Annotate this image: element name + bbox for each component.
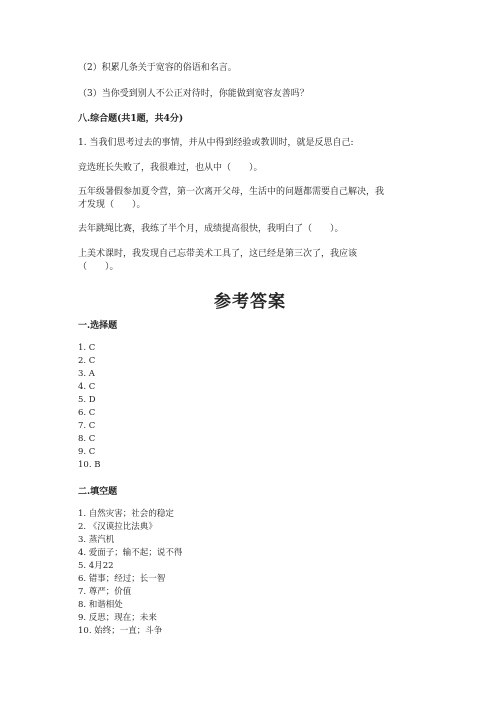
reflection-item-3: 去年跳绳比赛，我练了半个月，成绩提高很快，我明白了（ ）。 bbox=[78, 224, 344, 234]
answer-choice-item: 7. C bbox=[78, 421, 96, 431]
reflection-item-1: 竞选班长失败了，我很难过，也从中（ ）。 bbox=[78, 163, 263, 173]
reflection-item-2-line-1: 五年级暑假参加夏令营，第一次离开父母，生活中的问题都需要自己解决，我 bbox=[78, 187, 385, 197]
reflection-item-2-line-2: 才发现（ ）。 bbox=[78, 200, 146, 210]
answer-fill-item: 9. 反思；现在；未来 bbox=[78, 613, 157, 623]
answer-choice-item: 8. C bbox=[78, 434, 96, 444]
answers-section-2-heading: 二.填空题 bbox=[78, 487, 118, 497]
reflection-item-4-line-2: （ ）。 bbox=[78, 262, 119, 272]
answer-fill-item: 10. 始终；一直；斗争 bbox=[78, 626, 163, 636]
answer-fill-item: 4. 爱面子；输不起；说不得 bbox=[78, 548, 183, 558]
answer-choice-item: 5. D bbox=[78, 395, 96, 405]
answer-fill-item: 3. 蒸汽机 bbox=[78, 535, 115, 545]
question-2-text: （2）积累几条关于宽容的俗语和名言。 bbox=[78, 63, 237, 73]
answer-fill-item: 6. 错事；经过；长一智 bbox=[78, 574, 166, 584]
answer-choice-item: 9. C bbox=[78, 447, 96, 457]
answer-choice-item: 2. C bbox=[78, 356, 96, 366]
answer-choice-item: 3. A bbox=[78, 369, 95, 379]
answer-choice-item: 10. B bbox=[78, 460, 101, 470]
question-3-text: （3）当你受到别人不公正对待时，你能做到宽容友善吗？ bbox=[78, 89, 309, 99]
answer-fill-item: 8. 和谐相处 bbox=[78, 600, 123, 610]
answer-choice-item: 4. C bbox=[78, 382, 96, 392]
answer-fill-item: 1. 自然灾害；社会的稳定 bbox=[78, 509, 174, 519]
reflection-item-4-line-1: 上美术课时，我发现自己忘带美术工具了，这已经是第三次了，我应该 bbox=[78, 249, 358, 259]
answer-choice-item: 6. C bbox=[78, 408, 96, 418]
answer-fill-item: 2. 《汉谟拉比法典》 bbox=[78, 522, 157, 532]
answer-fill-item: 5. 4月22 bbox=[78, 561, 114, 571]
section-8-heading: 八.综合题(共1题，共4分) bbox=[78, 114, 184, 124]
answer-choice-item: 1. C bbox=[78, 343, 96, 353]
answers-section-1-heading: 一.选择题 bbox=[78, 321, 118, 331]
answers-title: 参考答案 bbox=[214, 292, 286, 312]
section-8-intro: 1. 当我们思考过去的事情，并从中得到经验或教训时，就是反思自己: bbox=[78, 138, 354, 148]
answer-fill-item: 7. 尊严；价值 bbox=[78, 587, 132, 597]
